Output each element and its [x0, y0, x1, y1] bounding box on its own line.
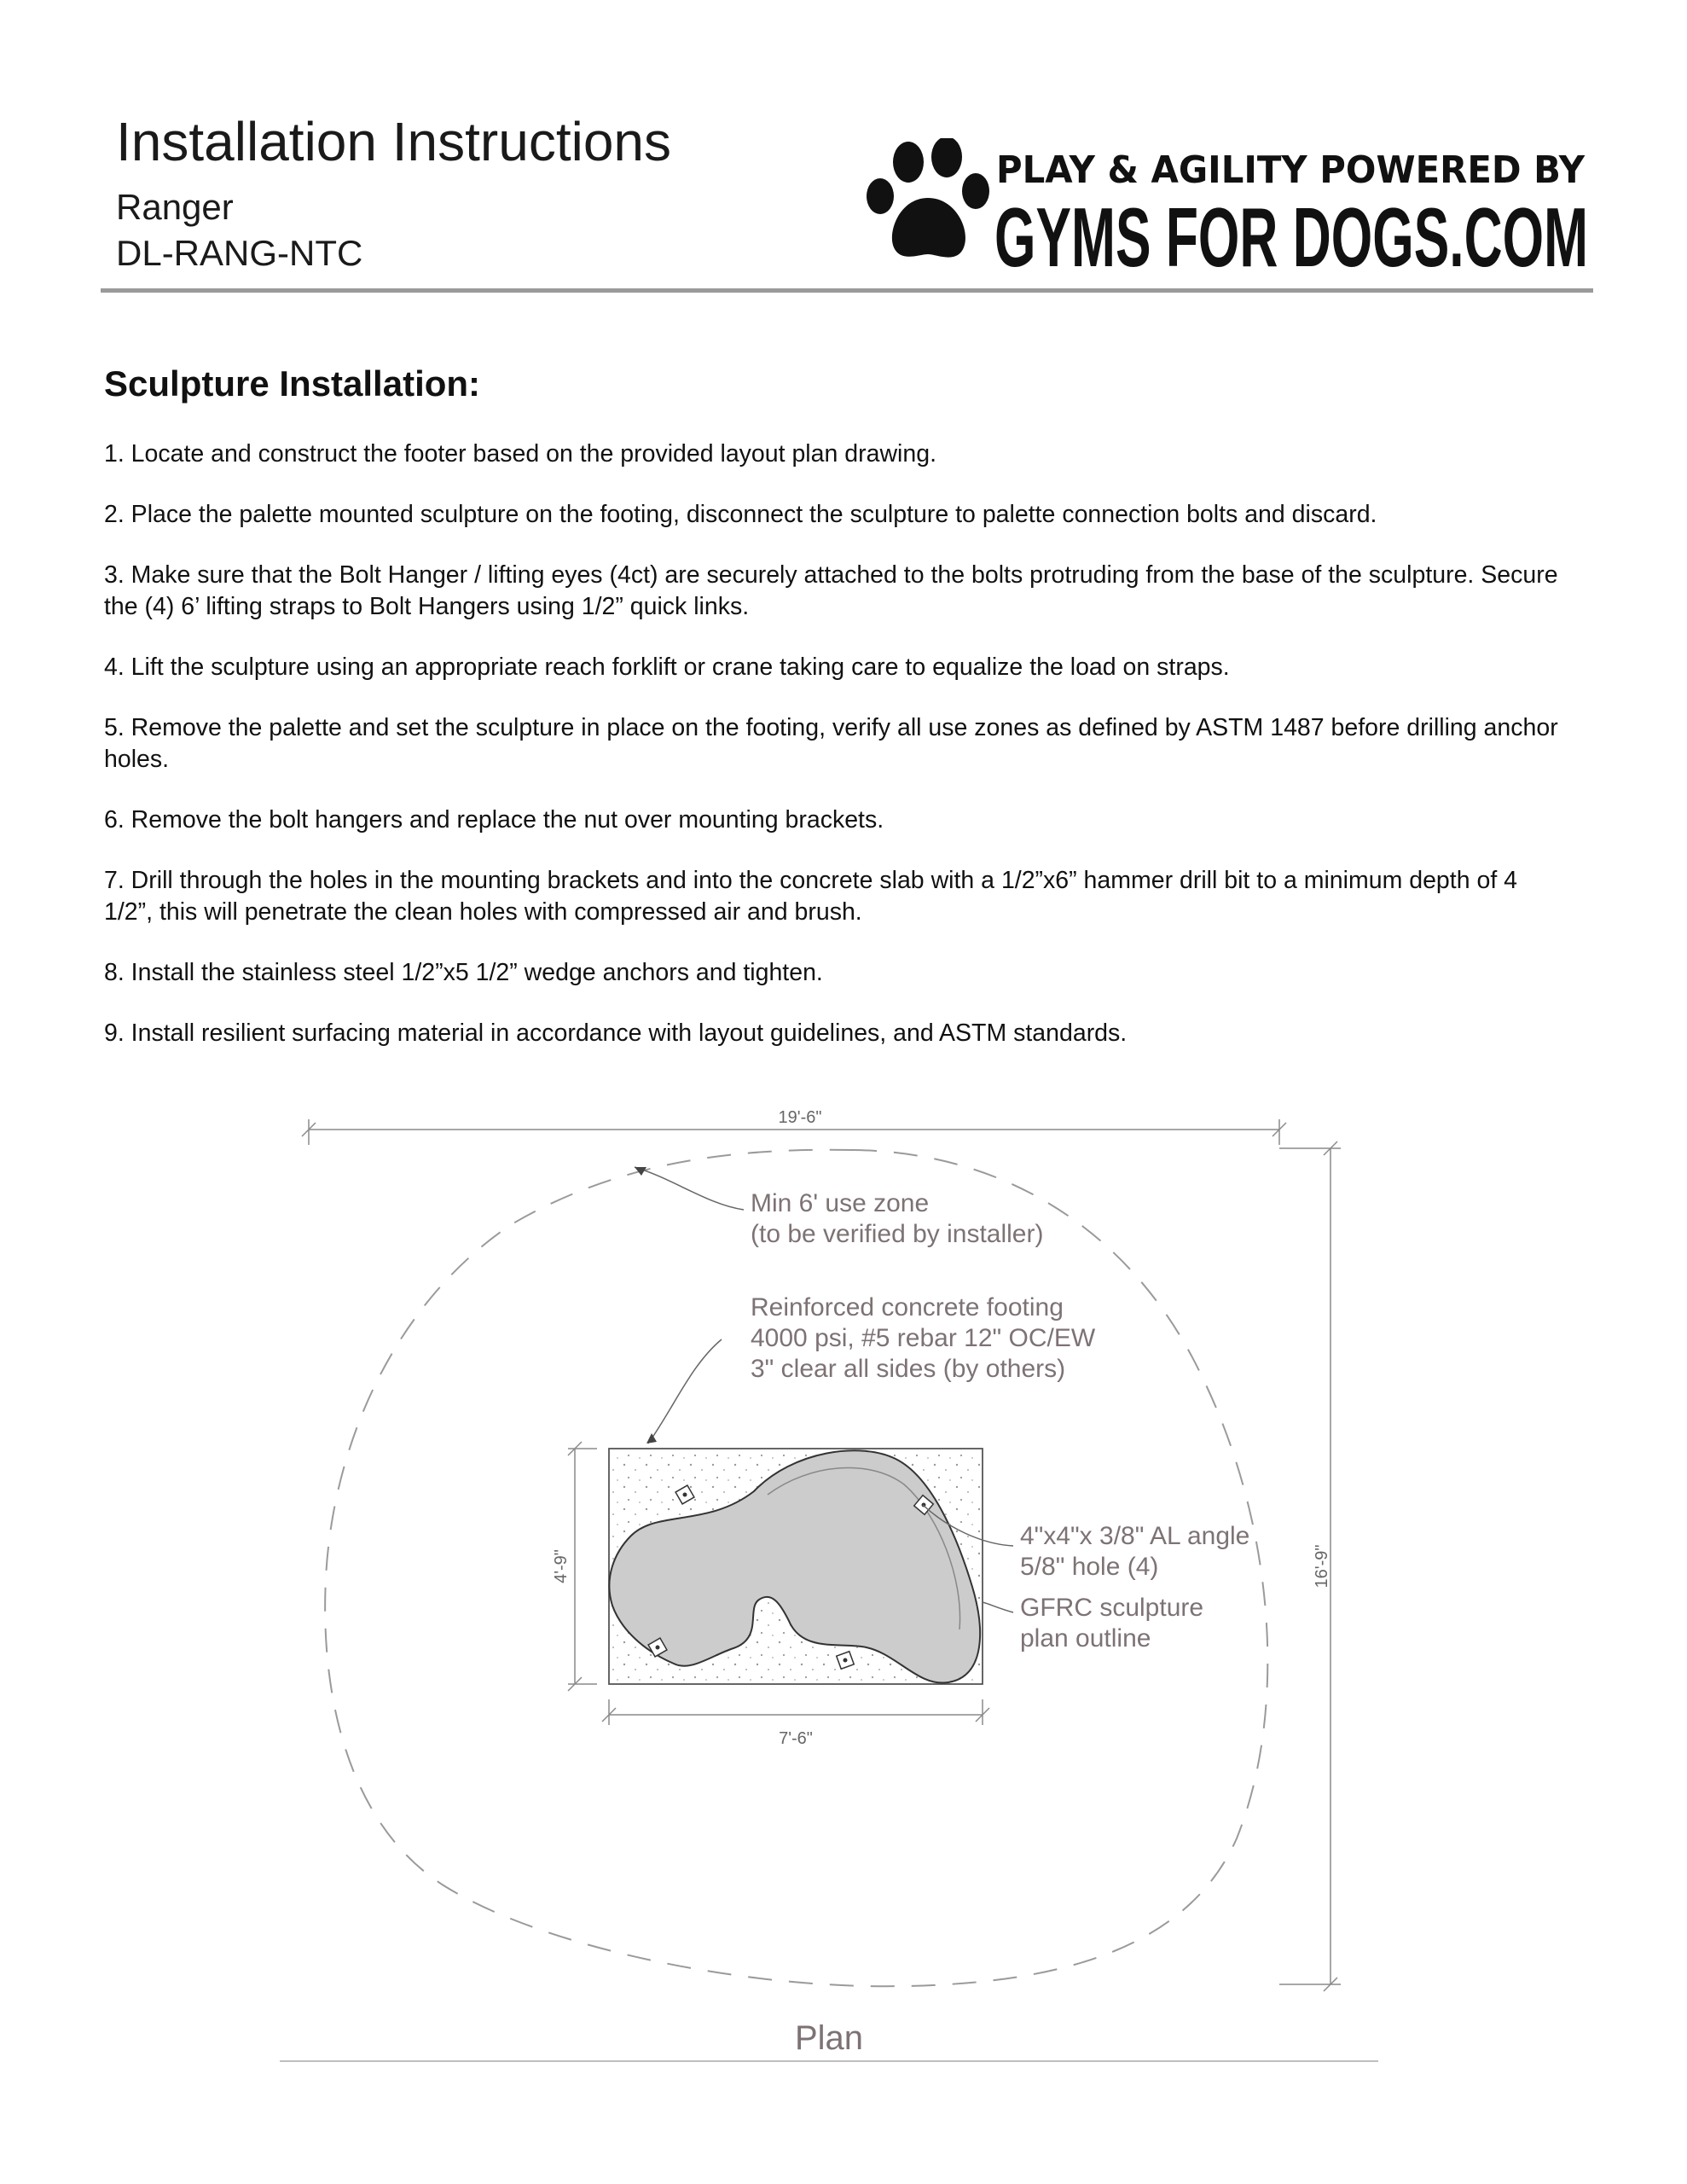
- outline-note-line2: plan outline: [1020, 1624, 1151, 1653]
- product-name: Ranger: [116, 187, 234, 227]
- instruction-step: 2. Place the palette mounted sculpture on the footing, disconnect the sculpture to palette connection bolts and discard.: [104, 501, 1377, 528]
- instruction-step: 5. Remove the palette and set the sculpture in place on the footing, verify all use zones as defined by ASTM 1487 before drilling anchor holes.: [104, 714, 1558, 773]
- instruction-step: 6. Remove the bolt hangers and replace the nut over mounting brackets.: [104, 806, 884, 834]
- footing-note-line2: 4000 psi, #5 rebar 12" OC/EW: [751, 1324, 1096, 1352]
- angle-note-line2: 5/8" hole (4): [1020, 1553, 1159, 1581]
- logo-brand: GYMS FOR DOGS.COM: [994, 190, 1588, 283]
- use-zone-note-line2: (to be verified by installer): [751, 1220, 1044, 1248]
- instruction-step: 9. Install resilient surfacing material in accordance with layout guidelines, and ASTM standards.: [104, 1019, 1128, 1047]
- angle-note-line1: 4"x4"x 3/8" AL angle: [1020, 1522, 1250, 1550]
- instruction-step: 3. Make sure that the Bolt Hanger / lifting eyes (4ct) are securely attached to the bolts protruding from the base of the sculpture. Secure the (4) 6’ lifting straps to Bolt Hangers using 1/2” quick links.: [104, 561, 1558, 620]
- outline-note-line1: GFRC sculpture: [1020, 1594, 1204, 1622]
- logo-tagline: PLAY & AGILITY POWERED BY: [996, 148, 1586, 192]
- plan-caption: Plan: [794, 2019, 864, 2057]
- instruction-step: 8. Install the stainless steel 1/2”x5 1/2” wedge anchors and tighten.: [104, 959, 823, 986]
- dimension-footing-width: [602, 1699, 989, 1725]
- dimension-overall-height: [1279, 1141, 1341, 1991]
- dimension-footing-height-label: 4'-9": [552, 1549, 571, 1583]
- plan-drawing: [0, 1083, 1687, 2141]
- footing-note-line3: 3" clear all sides (by others): [751, 1355, 1066, 1383]
- instruction-step: 7. Drill through the holes in the mounting brackets and into the concrete slab with a 1/2”x6” hammer drill bit to a minimum depth of 4 1/2”, this will penetrate the clean holes with compressed air and brush.: [104, 867, 1518, 926]
- brand-logo: [861, 138, 1595, 283]
- header-divider: [101, 288, 1593, 293]
- section-title: Sculpture Installation:: [104, 363, 481, 404]
- instruction-steps: [104, 439, 1571, 1078]
- dimension-overall-width-label: 19'-6": [778, 1108, 822, 1127]
- product-code: DL-RANG-NTC: [116, 233, 363, 273]
- dimension-footing-height: [568, 1442, 597, 1691]
- instruction-step: 1. Locate and construct the footer based on the provided layout plan drawing.: [104, 440, 936, 468]
- footing-note-line1: Reinforced concrete footing: [751, 1293, 1064, 1321]
- use-zone-note-line1: Min 6' use zone: [751, 1189, 930, 1217]
- dimension-overall-height-label: 16'-9": [1313, 1544, 1331, 1589]
- paw-print-icon: [867, 138, 989, 258]
- dimension-footing-width-label: 7'-6": [779, 1729, 813, 1748]
- page-title: Installation Instructions: [116, 111, 671, 172]
- instruction-step: 4. Lift the sculpture using an appropriate reach forklift or crane taking care to equalize the load on straps.: [104, 653, 1230, 681]
